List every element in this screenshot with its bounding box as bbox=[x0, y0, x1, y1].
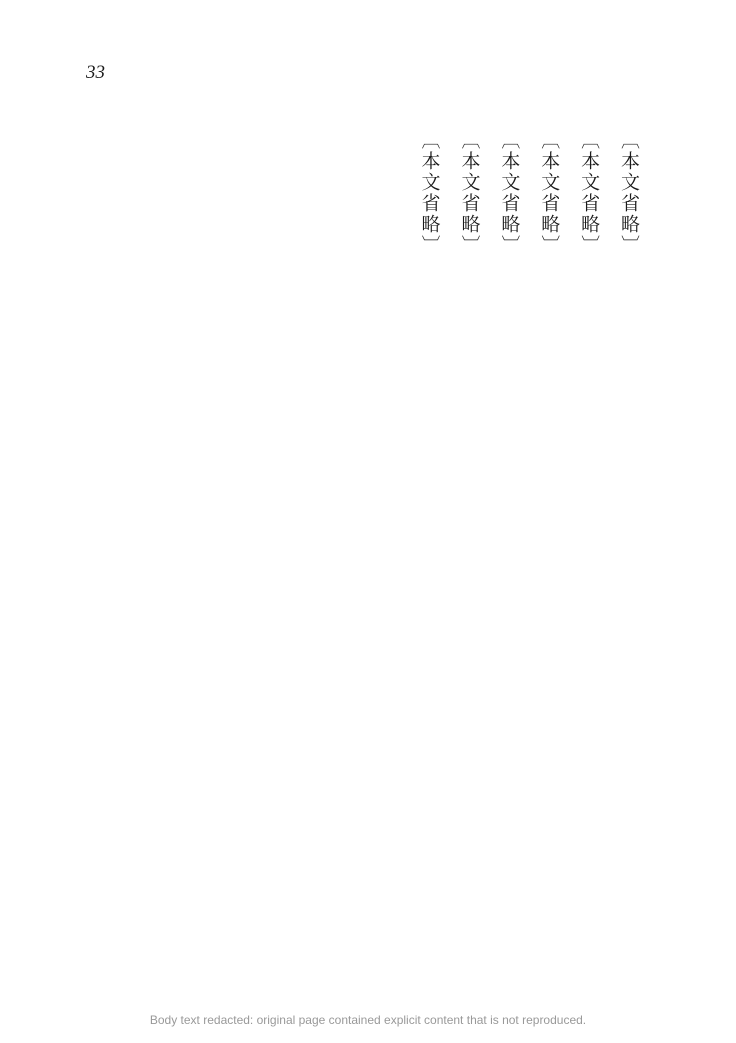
paragraph: 〔本文省略〕 bbox=[618, 130, 639, 256]
paragraph: 〔本文省略〕 bbox=[538, 130, 560, 256]
paragraph: 〔本文省略〕 bbox=[578, 130, 600, 256]
paragraph: 〔本文省略〕 bbox=[418, 130, 440, 256]
body-text bbox=[88, 130, 648, 970]
paragraph: 〔本文省略〕 bbox=[498, 130, 520, 256]
redaction-notice: Body text redacted: original page contained explicit content that is not reproduced. bbox=[149, 1013, 587, 1027]
page-number: 33 bbox=[86, 62, 105, 83]
paragraph: 〔本文省略〕 bbox=[458, 130, 480, 256]
